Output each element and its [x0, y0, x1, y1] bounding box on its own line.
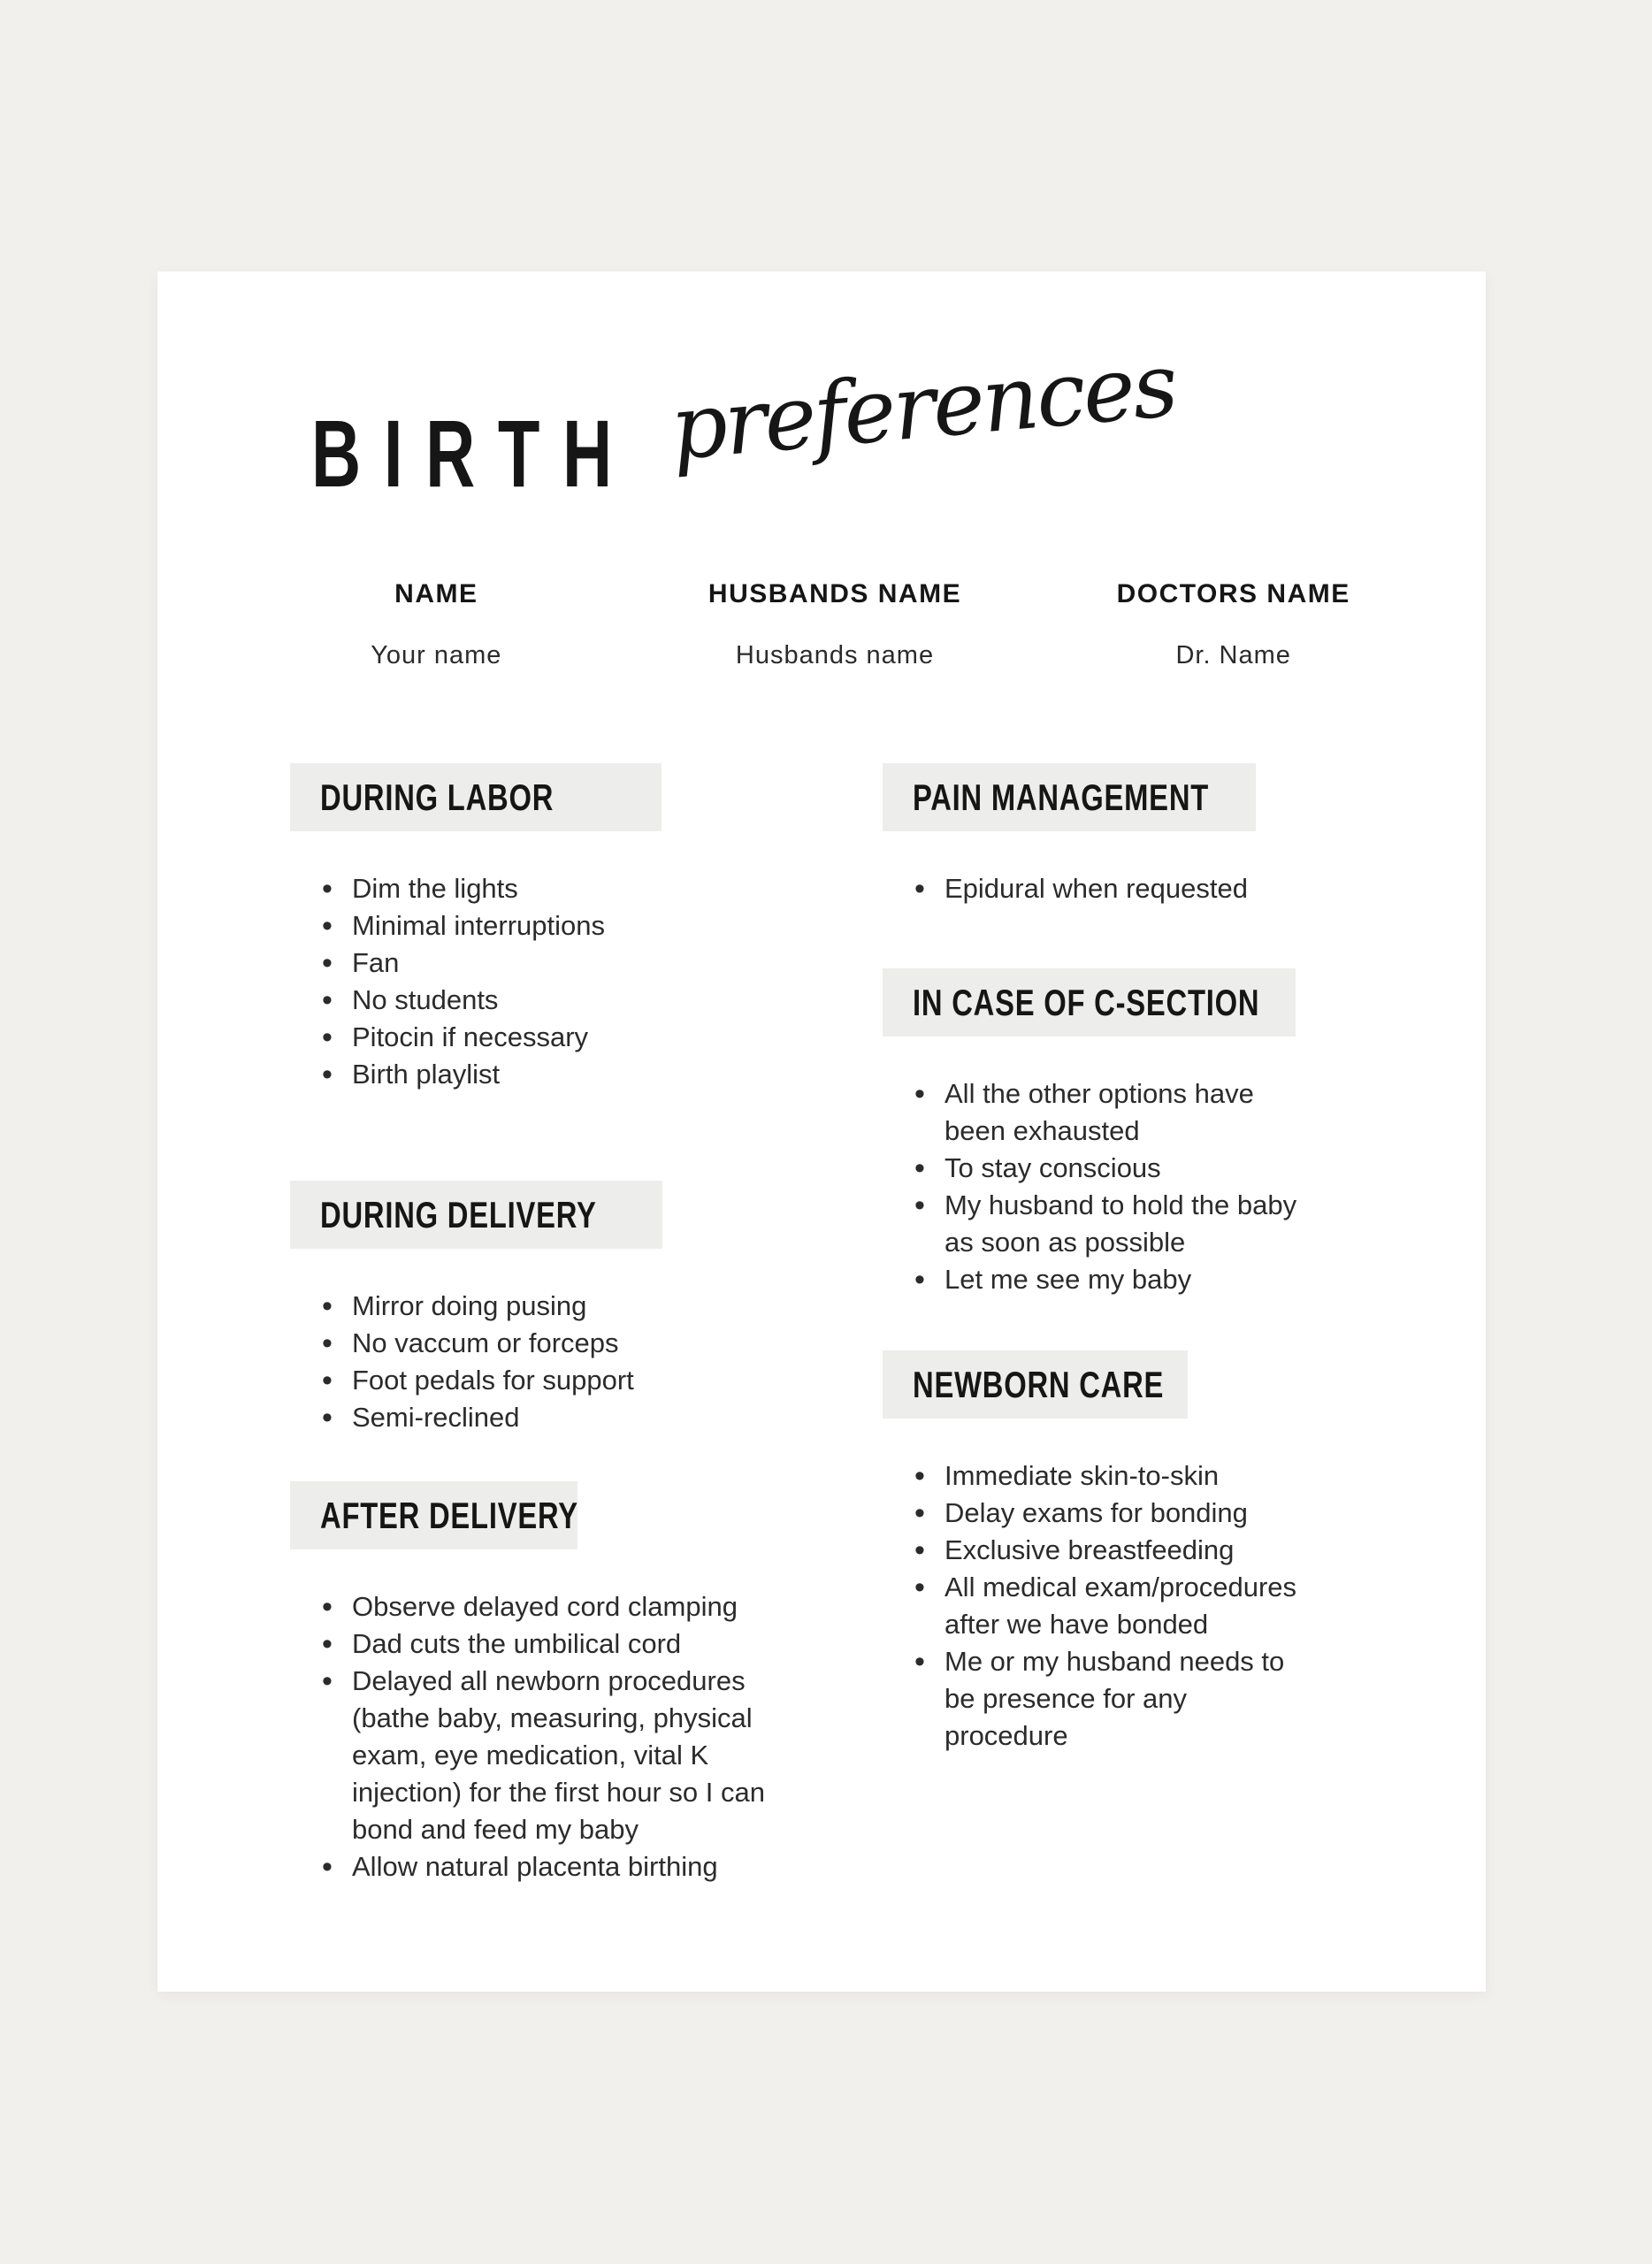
list-item: • Delayed all newborn procedures (bathe baby, measuring, physical exam, eye medication, vital K injection) for the first hour so I can bond and feed my baby — [352, 1663, 803, 1848]
section-title: IN CASE OF C-SECTION — [913, 981, 1260, 1023]
list-item: • Minimal interruptions — [352, 907, 803, 945]
list-item: • Me or my husband needs to be presence for any procedure — [945, 1643, 1309, 1755]
list-item: • Mirror doing pusing — [352, 1288, 803, 1325]
section-title: AFTER DELIVERY — [320, 1494, 578, 1536]
list-item: • All the other options have been exhausted — [945, 1075, 1309, 1150]
info-row — [237, 581, 1433, 669]
section-title: PAIN MANAGEMENT — [913, 776, 1210, 818]
list-item: • Dim the lights — [352, 870, 803, 907]
section-title: DURING LABOR — [320, 776, 554, 818]
bullet-list — [883, 1457, 1309, 1755]
section-header — [290, 763, 662, 831]
section-after-delivery — [290, 1481, 803, 1885]
section-title: DURING DELIVERY — [320, 1193, 597, 1235]
section-header — [290, 1181, 662, 1249]
page-title-script: preferences — [666, 333, 1180, 480]
list-item: • To stay conscious — [945, 1150, 1309, 1187]
bullet-list — [290, 1288, 803, 1436]
info-label: NAME — [394, 579, 478, 608]
info-field-husbands-name — [636, 581, 1035, 669]
section-during-labor — [290, 763, 803, 1093]
section-header — [290, 1481, 577, 1549]
list-item: • Fan — [352, 945, 803, 982]
list-item: • Let me see my baby — [945, 1261, 1309, 1298]
info-label: DOCTORS NAME — [1116, 579, 1350, 608]
list-item: • Observe delayed cord clamping — [352, 1588, 803, 1625]
bullet-list — [883, 870, 1309, 907]
bullet-list — [883, 1075, 1309, 1298]
bullet-list — [290, 870, 803, 1093]
document-card — [157, 272, 1486, 1992]
info-value: Dr. Name — [1175, 641, 1291, 669]
list-item: • My husband to hold the baby as soon as possible — [945, 1187, 1309, 1261]
list-item: • Epidural when requested — [945, 870, 1309, 907]
section-during-delivery — [290, 1181, 803, 1436]
list-item: • Pitocin if necessary — [352, 1019, 803, 1056]
section-header — [883, 763, 1256, 831]
info-value: Husbands name — [735, 641, 935, 669]
section-pain-management — [883, 763, 1309, 907]
list-item: • Exclusive breastfeeding — [945, 1532, 1309, 1569]
info-label: HUSBANDS NAME — [707, 579, 962, 608]
bullet-list — [290, 1588, 803, 1885]
list-item: • Delay exams for bonding — [945, 1495, 1309, 1532]
section-header — [883, 1350, 1188, 1419]
list-item: • Dad cuts the umbilical cord — [352, 1625, 803, 1663]
list-item: • Immediate skin-to-skin — [945, 1457, 1309, 1495]
section-title: NEWBORN CARE — [913, 1363, 1165, 1405]
page-title-main: BIRTH — [311, 400, 635, 507]
list-item: • All medical exam/procedures after we have bonded — [945, 1569, 1309, 1643]
info-field-name — [237, 581, 636, 669]
section-header — [883, 968, 1296, 1036]
info-value: Your name — [371, 641, 502, 669]
info-field-doctors-name — [1034, 581, 1433, 669]
list-item: • No students — [352, 982, 803, 1019]
list-item: • Birth playlist — [352, 1056, 803, 1093]
list-item: • Foot pedals for support — [352, 1362, 803, 1399]
list-item: • No vaccum or forceps — [352, 1325, 803, 1362]
list-item: • Semi-reclined — [352, 1399, 803, 1436]
section-newborn-care — [883, 1350, 1309, 1755]
list-item: • Allow natural placenta birthing — [352, 1848, 803, 1885]
section-in-case-of-c-section — [883, 968, 1309, 1298]
